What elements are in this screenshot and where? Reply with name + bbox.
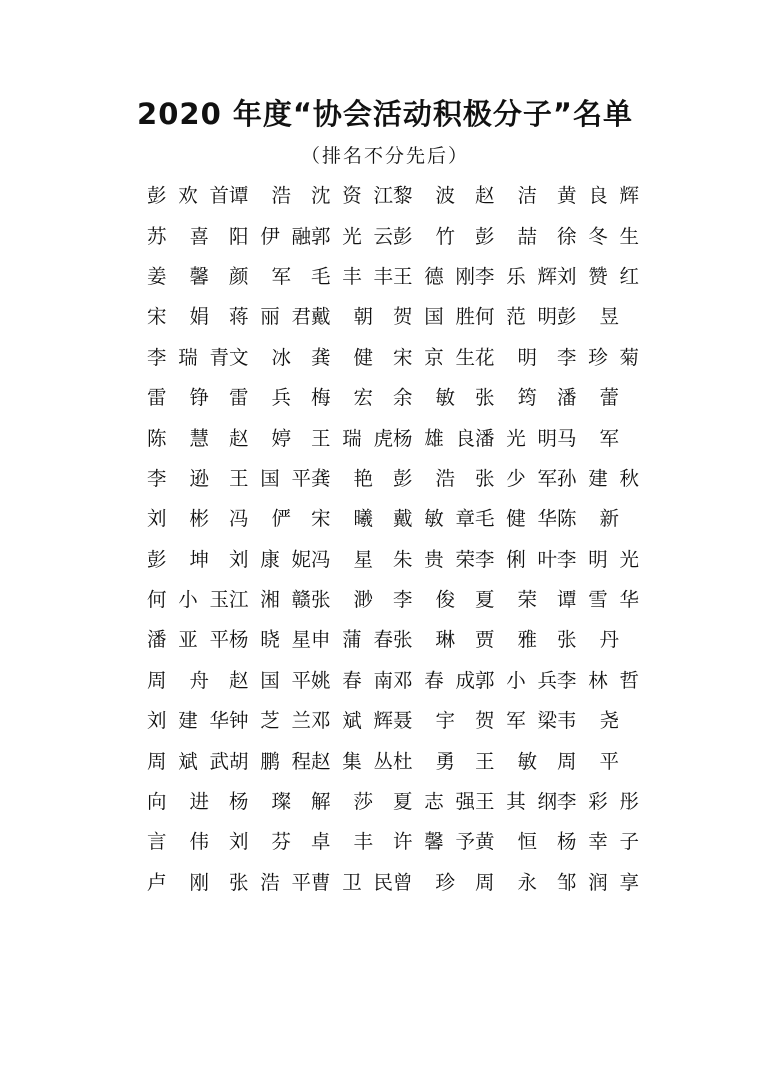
name-entry: 龚 艳: [311, 466, 373, 490]
name-entry: 余 敏: [393, 386, 455, 410]
name-entry: 夏 志 强: [393, 790, 475, 814]
name-entry: 姚 春 南: [311, 668, 393, 692]
name-entry: 梅 宏: [311, 386, 373, 410]
name-entry: 钟 芝 兰: [229, 709, 311, 733]
name-entry: 言 伟: [147, 830, 209, 854]
name-entry: 胡 鹏 程: [229, 749, 311, 773]
name-entry: 王 敏: [475, 749, 537, 773]
name-entry: 贺 国 胜: [393, 305, 475, 329]
name-entry: 彭 欢 首: [147, 184, 229, 208]
name-entry: 潘 亚 平: [147, 628, 229, 652]
name-entry: 彭 坤: [147, 547, 209, 571]
name-entry: 陈 新: [557, 507, 619, 531]
name-entry: 李 林 哲: [557, 668, 639, 692]
name-list: [147, 176, 637, 903]
name-entry: 赵 婷: [229, 426, 291, 450]
name-entry: 张 琳: [393, 628, 455, 652]
name-entry: 彭 竹: [393, 224, 455, 248]
name-entry: 李 明 光: [557, 547, 639, 571]
name-entry: 赵 国 平: [229, 668, 311, 692]
name-entry: 周 平: [557, 749, 619, 773]
name-entry: 杨 晓 星: [229, 628, 311, 652]
name-entry: 花 明: [475, 345, 537, 369]
name-entry: 宋 京 生: [393, 345, 475, 369]
name-entry: 何 小 玉: [147, 588, 229, 612]
name-entry: 张 浩 平: [229, 870, 311, 894]
name-entry: 张 丹: [557, 628, 619, 652]
name-entry: 刘 芬: [229, 830, 291, 854]
name-entry: 贺 军 梁: [475, 709, 557, 733]
name-entry: 黄 良 辉: [557, 184, 639, 208]
name-entry: 韦 尧: [557, 709, 619, 733]
name-entry: 张 少 军: [475, 466, 557, 490]
name-entry: 彭 喆: [475, 224, 537, 248]
name-entry: 杨 璨: [229, 790, 291, 814]
name-entry: 李 瑞 青: [147, 345, 229, 369]
name-entry: 陈 慧: [147, 426, 209, 450]
name-entry: 徐 冬 生: [557, 224, 639, 248]
name-entry: 向 进: [147, 790, 209, 814]
name-entry: 李 俊: [393, 588, 455, 612]
name-entry: 潘 蕾: [557, 386, 619, 410]
name-entry: 赵 集 丛: [311, 749, 393, 773]
name-entry: 李 彩 彤: [557, 790, 639, 814]
name-entry: 戴 敏 章: [393, 507, 475, 531]
name-entry: 曹 卫 民: [311, 870, 393, 894]
name-entry: 卓 丰: [311, 830, 373, 854]
name-entry: 曾 珍: [393, 870, 455, 894]
name-entry: 宋 娟: [147, 305, 209, 329]
name-entry: 潘 光 明: [475, 426, 557, 450]
name-entry: 王 国 平: [229, 466, 311, 490]
name-entry: 王 其 纲: [475, 790, 557, 814]
name-entry: 蒋 丽 君: [229, 305, 311, 329]
name-entry: 张 筠: [475, 386, 537, 410]
name-entry: 杨 雄 良: [393, 426, 475, 450]
name-entry: 冯 俨: [229, 507, 291, 531]
name-entry: 李 乐 辉: [475, 264, 557, 288]
name-entry: 邹 润 享: [557, 870, 639, 894]
name-entry: 周 舟: [147, 668, 209, 692]
name-entry: 张 渺: [311, 588, 373, 612]
name-entry: 苏 喜: [147, 224, 209, 248]
name-entry: 卢 刚: [147, 870, 209, 894]
name-entry: 马 军: [557, 426, 619, 450]
name-entry: 黎 波: [393, 184, 455, 208]
name-entry: 毛 丰 丰: [311, 264, 393, 288]
name-entry: 杨 幸 子: [557, 830, 639, 854]
name-entry: 许 馨 予: [393, 830, 475, 854]
name-entry: 申 蒲 春: [311, 628, 393, 652]
name-entry: 王 瑞 虎: [311, 426, 393, 450]
name-entry: 李 珍 菊: [557, 345, 639, 369]
name-entry: 孙 建 秋: [557, 466, 639, 490]
name-entry: 刘 康 妮: [229, 547, 311, 571]
name-entry: 沈 资 江: [311, 184, 393, 208]
name-entry: 谭 雪 华: [557, 588, 639, 612]
name-entry: 邓 春 成: [393, 668, 475, 692]
name-entry: 龚 健: [311, 345, 373, 369]
page-subtitle: （排名不分先后）: [300, 145, 469, 167]
name-entry: 彭 昱: [557, 305, 619, 329]
name-entry: 解 莎: [311, 790, 373, 814]
name-entry: 姜 馨: [147, 264, 209, 288]
name-entry: 郭 光 云: [311, 224, 393, 248]
name-entry: 颜 军: [229, 264, 291, 288]
name-entry: 王 德 刚: [393, 264, 475, 288]
name-entry: 雷 铮: [147, 386, 209, 410]
name-entry: 李 俐 叶: [475, 547, 557, 571]
name-entry: 江 湘 赣: [229, 588, 311, 612]
name-entry: 雷 兵: [229, 386, 291, 410]
name-entry: 刘 赞 红: [557, 264, 639, 288]
name-entry: 朱 贵 荣: [393, 547, 475, 571]
name-entry: 谭 浩: [229, 184, 291, 208]
name-entry: 阳 伊 融: [229, 224, 311, 248]
name-entry: 聂 宇: [393, 709, 455, 733]
page-title: 2020 年度“协会活动积极分子”名单: [137, 97, 633, 131]
name-entry: 彭 浩: [393, 466, 455, 490]
name-entry: 赵 洁: [475, 184, 537, 208]
name-entry: 李 逊: [147, 466, 209, 490]
name-entry: 刘 彬: [147, 507, 209, 531]
name-entry: 郭 小 兵: [475, 668, 557, 692]
name-entry: 戴 朝: [311, 305, 373, 329]
name-entry: 何 范 明: [475, 305, 557, 329]
name-entry: 毛 健 华: [475, 507, 557, 531]
name-entry: 邓 斌 辉: [311, 709, 393, 733]
name-entry: 刘 建 华: [147, 709, 229, 733]
name-entry: 宋 曦: [311, 507, 373, 531]
name-entry: 贾 雅: [475, 628, 537, 652]
name-entry: 杜 勇: [393, 749, 455, 773]
name-entry: 冯 星: [311, 547, 373, 571]
name-entry: 黄 恒: [475, 830, 537, 854]
name-entry: 周 斌 武: [147, 749, 229, 773]
name-entry: 周 永: [475, 870, 537, 894]
name-entry: 文 冰: [229, 345, 291, 369]
name-entry: 夏 荣: [475, 588, 537, 612]
